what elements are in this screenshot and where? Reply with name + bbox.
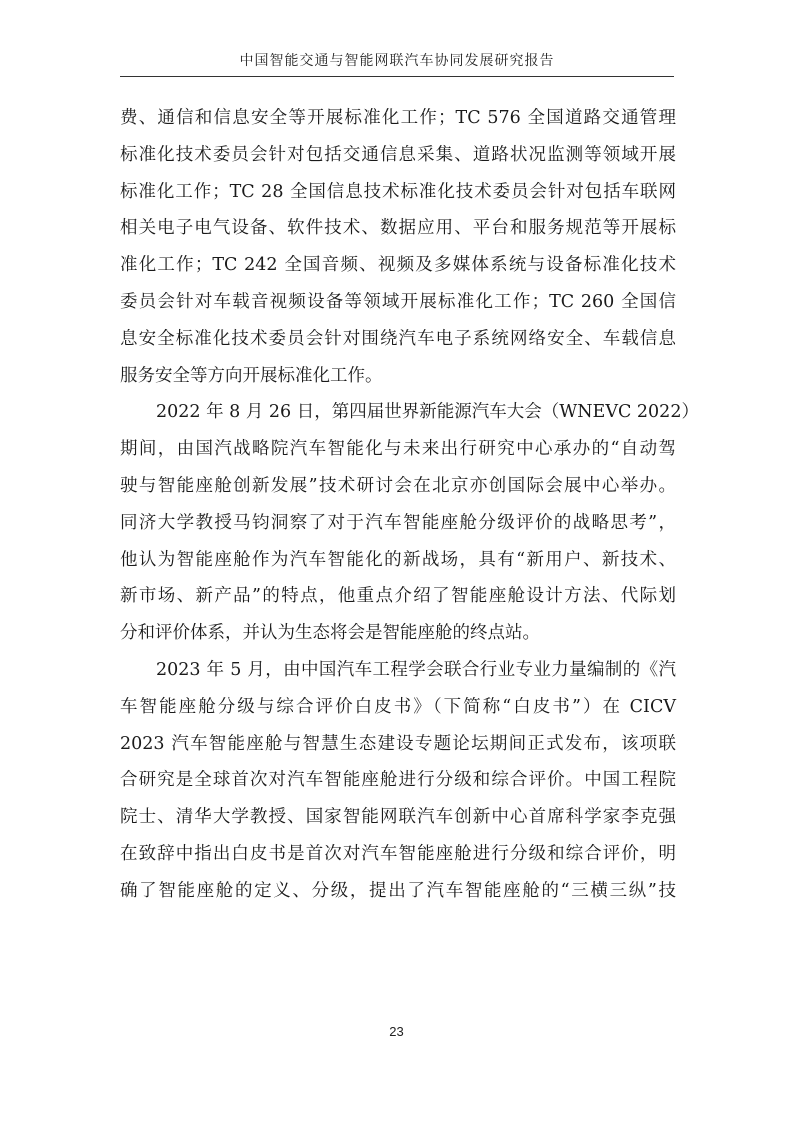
text-line: 在致辞中指出白皮书是首次对汽车智能座舱进行分级和综合评价，明 [120,843,676,864]
paragraph-white-paper-2023 [120,652,676,910]
text-line: 确了智能座舱的定义、分级，提出了汽车智能座舱的“三横三纵”技 [120,880,676,901]
header-divider [120,76,674,77]
text-line: 分和评价体系，并认为生态将会是智能座舱的终点站。 [120,623,540,644]
text-line: 相关电子电气设备、软件技术、数据应用、平台和服务规范等开展标 [120,218,676,239]
document-body [120,100,699,910]
text-line: 期间，由国汽战略院汽车智能化与未来出行研究中心承办的“自动驾 [120,439,676,460]
text-line: 院士、清华大学教授、国家智能网联汽车创新中心首席科学家李克强 [120,807,676,828]
paragraph-wnevc-2022 [120,394,699,652]
text-line: 2022 年 8 月 26 日，第四届世界新能源汽车大会（WNEVC 2022） [156,402,699,423]
text-line: 驶与智能座舱创新发展”技术研讨会在北京亦创国际会展中心举办。 [120,475,676,496]
text-line: 新市场、新产品”的特点，他重点介绍了智能座舱设计方法、代际划 [120,586,676,607]
text-line: 合研究是全球首次对汽车智能座舱进行分级和综合评价。中国工程院 [120,770,676,791]
running-header: 中国智能交通与智能网联汽车协同发展研究报告 [239,53,555,69]
page-number: 23 [389,1024,404,1039]
text-line: 准化工作；TC 242 全国音频、视频及多媒体系统与设备标准化技术 [120,255,676,276]
text-line: 息安全标准化技术委员会针对围绕汽车电子系统网络安全、车载信息 [120,328,676,349]
text-line: 服务安全等方向开展标准化工作。 [120,365,383,386]
text-line: 同济大学教授马钧洞察了对于汽车智能座舱分级评价的战略思考”， [120,512,676,533]
text-line: 标准化工作；TC 28 全国信息技术标准化技术委员会针对包括车联网 [120,181,676,202]
text-line: 车智能座舱分级与综合评价白皮书》（下简称“白皮书”）在 CICV [120,696,676,717]
text-line: 委员会针对车载音视频设备等领域开展标准化工作；TC 260 全国信 [120,291,676,312]
text-line: 2023 年 5 月，由中国汽车工程学会联合行业专业力量编制的《汽 [156,659,676,680]
text-line: 费、通信和信息安全等开展标准化工作；TC 576 全国道路交通管理 [120,108,676,128]
paragraph-standards-committees [120,100,676,394]
text-line: 他认为智能座舱作为汽车智能化的新战场，具有“新用户、新技术、 [120,549,676,570]
text-line: 2023 汽车智能座舱与智慧生态建设专题论坛期间正式发布，该项联 [120,733,676,754]
text-line: 标准化技术委员会针对包括交通信息采集、道路状况监测等领域开展 [120,144,676,165]
